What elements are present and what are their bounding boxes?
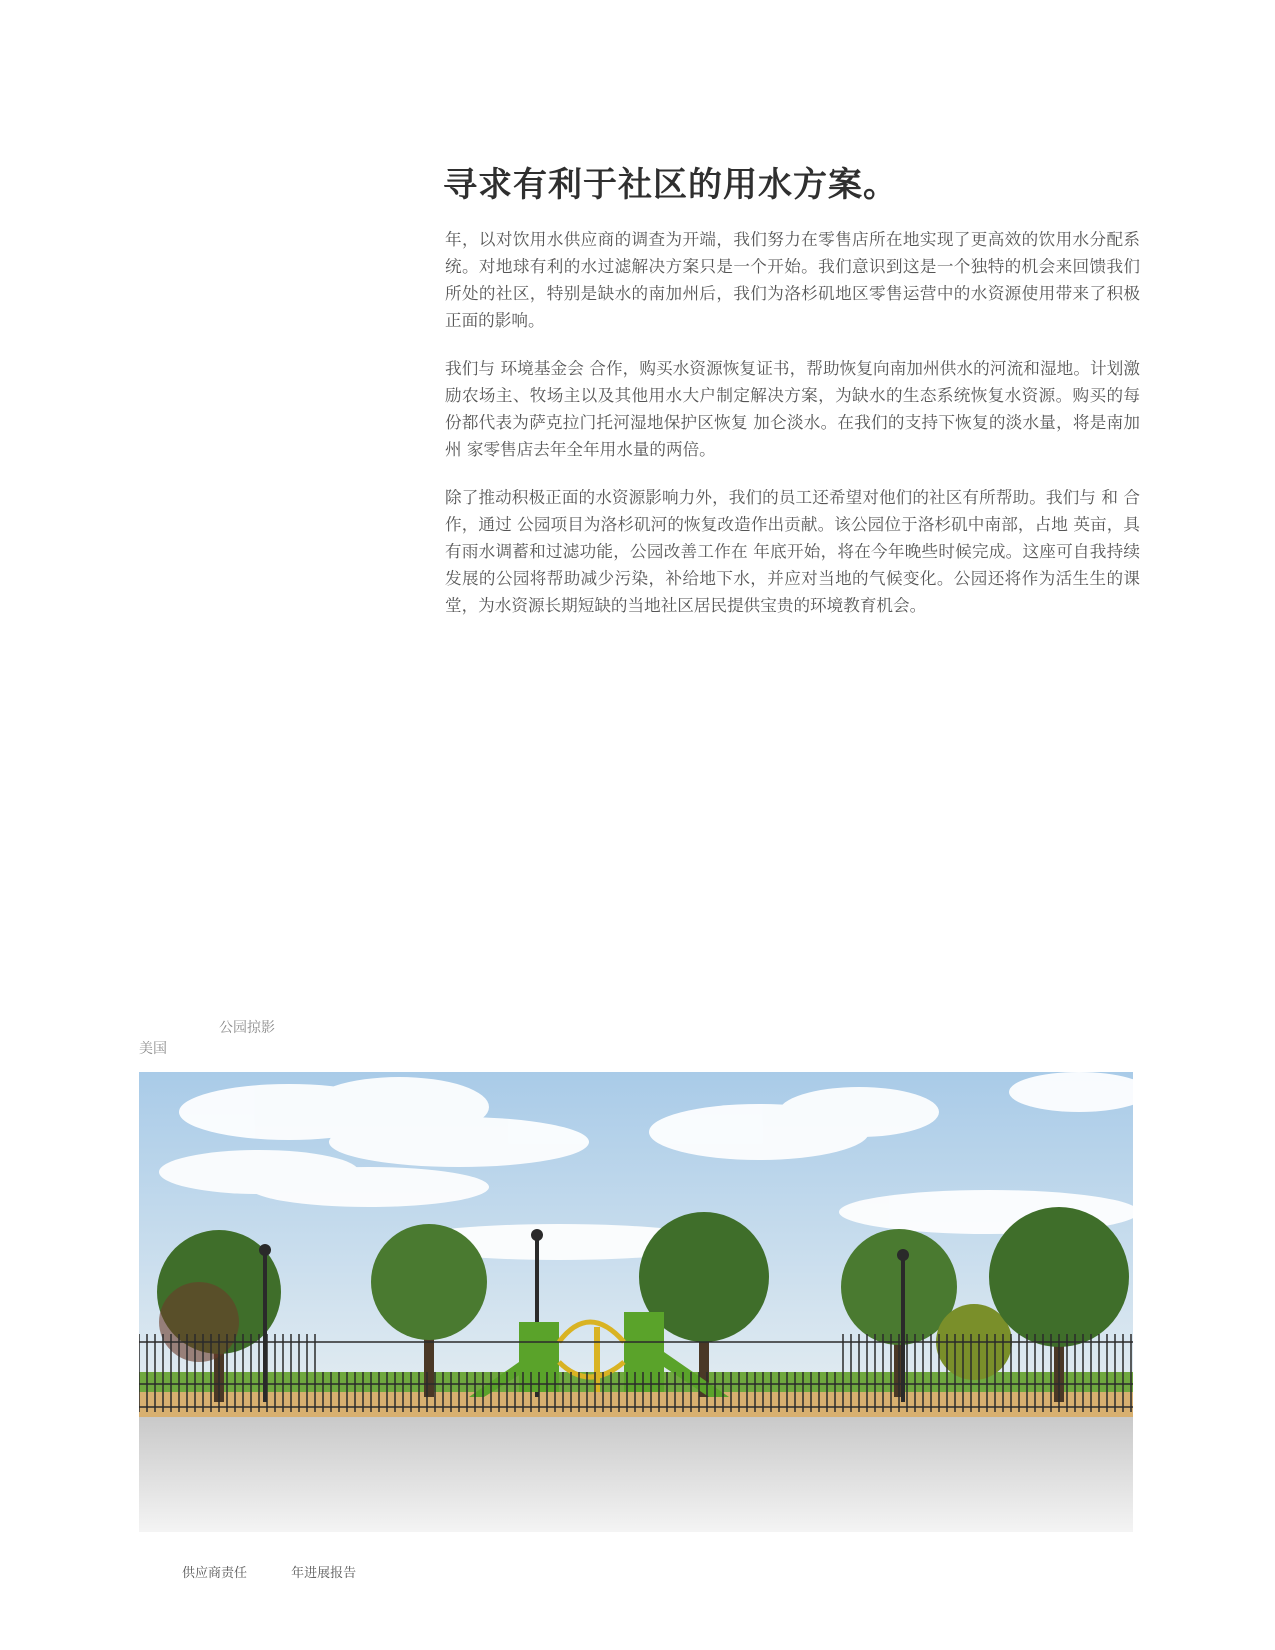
sidewalk [139,1417,1133,1532]
sand-path [139,1392,1133,1420]
park-illustration [139,1072,1133,1532]
paragraph-2: 我们与 环境基金会 合作，购买水资源恢复证书，帮助恢复向南加州供水的河流和湿地。计划激励农场主、牧场主以及其他用水大户制定解决方案，为缺水的生态系统恢复水资源。购买的每份都代表为萨克拉门托河湿地保护区恢复 加仑淡水。在我们的支持下恢复的淡水量，将是南加州 家零售店去年全年用水量的两倍。 [445,359,1140,459]
park-rendering-image [139,1072,1133,1532]
page-footer [182,1562,356,1581]
article-body [445,226,1140,640]
photo-caption [139,1018,275,1060]
footer-section: 供应商责任 [182,1566,248,1581]
caption-location: 美国 [139,1041,167,1057]
paragraph-1: 年，以对饮用水供应商的调查为开端，我们努力在零售店所在地实现了更高效的饮用水分配系统。对地球有利的水过滤解决方案只是一个开始。我们意识到这是一个独特的机会来回馈我们所处的社区，特别是缺水的南加州后，我们为洛杉矶地区零售运营中的水资源使用带来了积极正面的影响。 [445,230,1140,330]
footer-report: 年进展报告 [291,1566,357,1581]
paragraph-3: 除了推动积极正面的水资源影响力外，我们的员工还希望对他们的社区有所帮助。我们与 和 合作，通过 公园项目为洛杉矶河的恢复改造作出贡献。该公园位于洛杉矶中南部，占地 英亩，具有雨水调蓄和过滤功能，公园改善工作在 年底开始，将在今年晚些时候完成。这座可自我持续发展的公园将帮助减少污染，补给地下水，并应对当地的气候变化。公园还将作为活生生的课堂，为水资源长期短缺的当地社区居民提供宝贵的环境教育机会。 [445,488,1140,615]
page-title: 寻求有利于社区的用水方案。 [443,165,898,205]
caption-title: 公园掠影 [219,1020,275,1036]
